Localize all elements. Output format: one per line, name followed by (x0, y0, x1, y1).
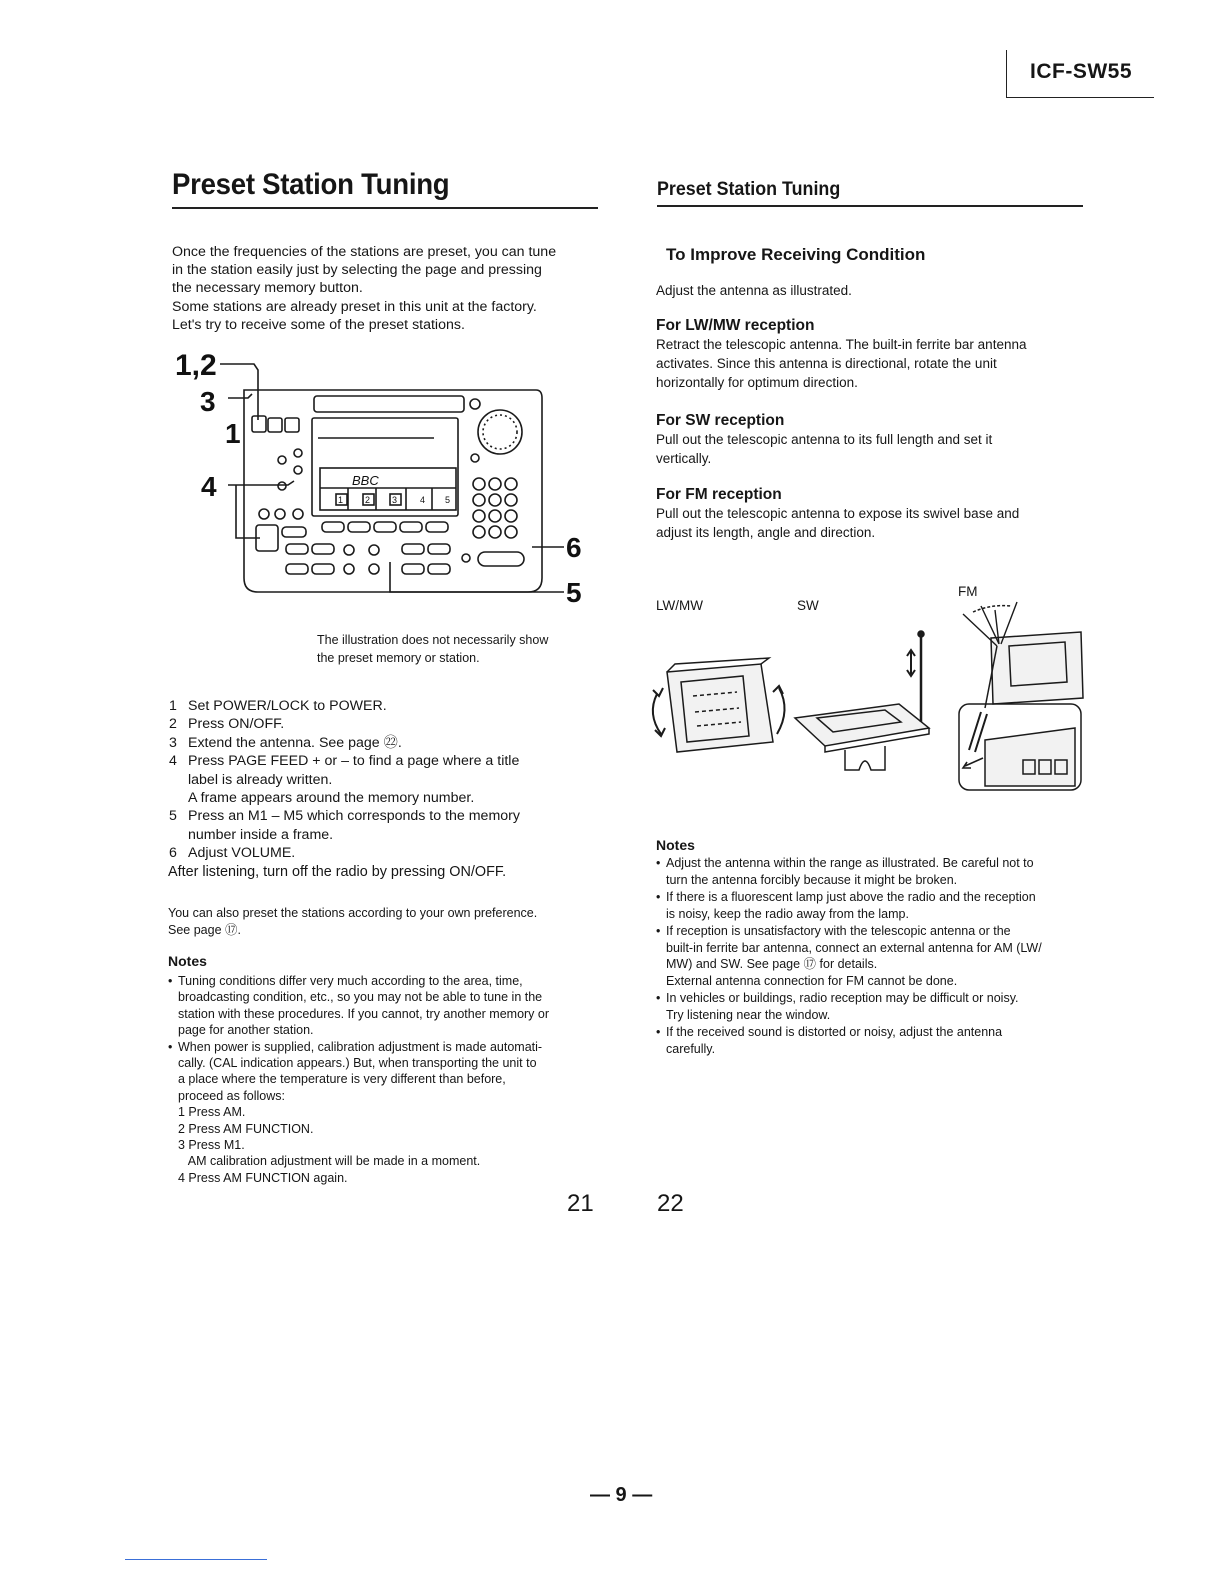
note-line: a place where the temperature is very different than before, (178, 1072, 506, 1087)
bullet-dot-icon: • (656, 923, 661, 938)
section-line: Pull out the telescopic antenna to its full length and set it (656, 432, 993, 447)
note-line: station with these procedures. If you cannot, try another memory or (178, 1006, 550, 1021)
step-number: 6 (169, 845, 177, 862)
note-item (168, 1039, 608, 1187)
note-line: If reception is unsatisfactory with the telescopic antenna or the (666, 923, 1011, 938)
caption-line: The illustration does not necessarily show (317, 633, 549, 647)
section-heading: For SW reception (656, 412, 785, 429)
section-body (656, 335, 1096, 392)
step-text: Press an M1 – M5 which corresponds to the memory (188, 808, 520, 825)
section-body (656, 430, 1096, 468)
note-line: 1 Press AM. (178, 1105, 246, 1120)
fm-radio-figure (959, 602, 1083, 790)
callout-5: 5 (566, 577, 582, 608)
sw-radio-figure (795, 631, 929, 770)
step-text: Set POWER/LOCK to POWER. (188, 698, 387, 714)
caption-line: the preset memory or station. (317, 651, 480, 665)
section-heading: For LW/MW reception (656, 317, 815, 334)
intro-paragraph (172, 243, 602, 334)
step-3 (169, 734, 609, 752)
bullet-dot-icon: • (656, 991, 661, 1006)
note-line: If the received sound is distorted or noisy, adjust the antenna (666, 1025, 1003, 1040)
figure-label-sw: SW (797, 598, 819, 613)
speaker-grille (478, 410, 522, 454)
step-2 (169, 715, 609, 733)
notes-heading-right: Notes (656, 837, 695, 853)
procedure-steps (169, 697, 609, 863)
intro-line: the necessary memory button. (172, 280, 363, 297)
callout-6: 6 (566, 532, 582, 563)
page-number-left: 21 (567, 1190, 594, 1217)
callout-1: 1 (225, 418, 241, 449)
step-number: 5 (169, 808, 177, 825)
reference-line: You can also preset the stations according to your own preference. (168, 906, 538, 920)
footer-page-number: — 9 — (590, 1484, 653, 1506)
section-sw (656, 412, 1096, 468)
note-line: AM calibration adjustment will be made in a moment. (178, 1154, 481, 1169)
step-text: label is already written. (188, 771, 333, 788)
note-item (656, 990, 1096, 1024)
section-line: Pull out the telescopic antenna to expose its swivel base and (656, 506, 1020, 521)
note-line: Adjust the antenna within the range as illustrated. Be careful not to (666, 856, 1034, 870)
section-line: vertically. (656, 451, 712, 466)
step-text: Press PAGE FEED + or – to find a page where a title (188, 753, 520, 770)
leader-3 (228, 394, 252, 398)
bullet-dot-icon: • (168, 1039, 173, 1054)
memory-key-m1 (322, 522, 344, 532)
bullet-dot-icon: • (656, 1025, 661, 1040)
memory-number-3: 3 (392, 495, 398, 505)
note-item (656, 1024, 1096, 1058)
improve-heading: To Improve Receiving Condition (666, 245, 926, 264)
note-line: turn the antenna forcibly because it might be broken. (666, 872, 958, 887)
page-title-right: Preset Station Tuning (657, 179, 841, 200)
note-line: page for another station. (178, 1023, 314, 1038)
title-rule-left (172, 207, 598, 209)
power-lock-button (252, 416, 266, 432)
step-text: Adjust VOLUME. (188, 845, 296, 862)
note-item (656, 855, 1096, 889)
bullet-dot-icon: • (656, 889, 661, 904)
section-lwmw (656, 317, 1096, 392)
intro-line: Let's try to receive some of the preset stations. (172, 316, 465, 333)
page-number-right: 22 (657, 1190, 684, 1217)
model-number: ICF-SW55 (1030, 60, 1133, 83)
volume-control (478, 552, 524, 566)
note-line: External antenna connection for FM cannot be done. (666, 974, 958, 989)
memory-number-5: 5 (445, 495, 451, 505)
memory-number-4: 4 (420, 495, 426, 505)
intro-line: in the station easily just by selecting the page and pressing (172, 262, 542, 279)
leader-1-2 (220, 364, 258, 420)
display-station-label: BBC (352, 473, 379, 488)
section-line: adjust its length, angle and direction. (656, 525, 876, 540)
reference-line: See page ⑰. (168, 922, 241, 937)
page-title-left: Preset Station Tuning (172, 168, 450, 201)
note-item (656, 889, 1096, 923)
step-number: 3 (169, 734, 177, 751)
lcd-display (312, 418, 458, 516)
intro-line: Some stations are already preset in this unit at the factory. (172, 298, 537, 315)
step-1 (169, 697, 609, 715)
note-line: Try listening near the window. (666, 1008, 831, 1023)
note-line: Tuning conditions differ very much according to the area, time, (178, 974, 523, 988)
section-fm (656, 486, 1096, 542)
header-divider-vertical (1006, 50, 1007, 98)
preset-reference-text (168, 905, 537, 938)
note-line: 3 Press M1. (178, 1138, 245, 1153)
step-text: number inside a frame. (188, 826, 334, 843)
radio-body (244, 390, 542, 592)
section-heading: For FM reception (656, 486, 782, 503)
antenna-position-illustrations (645, 600, 1090, 800)
section-line: activates. Since this antenna is directional, rotate the unit (656, 356, 997, 371)
memory-key-m4 (400, 522, 422, 532)
notes-heading-left: Notes (168, 953, 207, 969)
note-item (168, 973, 608, 1039)
step-text: A frame appears around the memory number. (188, 790, 475, 807)
note-line: broadcasting condition, etc., so you may not be able to tune in the (178, 990, 543, 1005)
note-line: built-in ferrite bar antenna, connect an external antenna for AM (LW/ (666, 940, 1042, 955)
adjust-text: Adjust the antenna as illustrated. (656, 283, 852, 298)
notes-list-left (168, 973, 608, 1186)
intro-line: Once the frequencies of the stations are preset, you can tune (172, 244, 557, 260)
section-line: Retract the telescopic antenna. The built-in ferrite bar antenna (656, 337, 1027, 352)
bullet-dot-icon: • (168, 974, 173, 988)
memory-key-m3 (374, 522, 396, 532)
figure-label-lwmw: LW/MW (656, 598, 703, 613)
step-number: 1 (169, 698, 177, 714)
note-line: proceed as follows: (178, 1088, 286, 1103)
leader-5 (390, 562, 564, 592)
step-number: 2 (169, 716, 177, 733)
callout-1-2: 1,2 (175, 349, 217, 382)
note-line: If there is a fluorescent lamp just above the radio and the reception (666, 889, 1036, 904)
note-line: 2 Press AM FUNCTION. (178, 1121, 314, 1136)
note-line: carefully. (666, 1041, 716, 1056)
step-text: Extend the antenna. See page ㉒. (188, 734, 402, 751)
section-body (656, 504, 1096, 542)
memory-key-m2 (348, 522, 370, 532)
notes-list-right (656, 855, 1096, 1058)
header-divider-horizontal (1006, 97, 1154, 98)
step-6 (169, 844, 609, 862)
bullet-dot-icon: • (656, 856, 661, 870)
note-line: 4 Press AM FUNCTION again. (178, 1170, 348, 1185)
lwmw-radio-figure (653, 658, 785, 752)
memory-number-1: 1 (338, 495, 344, 505)
callout-3: 3 (200, 386, 216, 417)
footer-blue-rule (125, 1559, 267, 1560)
step-number: 4 (169, 753, 177, 770)
after-listening-text: After listening, turn off the radio by pressing ON/OFF. (168, 864, 507, 880)
illustration-caption (317, 631, 548, 667)
step-5 (169, 807, 609, 844)
figure-label-fm: FM (958, 584, 978, 599)
note-line: In vehicles or buildings, radio reception may be difficult or noisy. (666, 991, 1019, 1006)
note-item (656, 923, 1096, 991)
memory-key-m5 (426, 522, 448, 532)
memory-number-2: 2 (365, 495, 371, 505)
section-line: horizontally for optimum direction. (656, 375, 858, 390)
note-line: cally. (CAL indication appears.) But, when transporting the unit to (178, 1056, 537, 1071)
note-line: When power is supplied, calibration adjustment is made automati- (178, 1039, 543, 1054)
note-line: is noisy, keep the radio away from the lamp. (666, 906, 909, 921)
title-rule-right (657, 205, 1083, 207)
note-line: MW) and SW. See page ⑰ for details. (666, 957, 878, 972)
callout-4: 4 (201, 471, 217, 502)
radio-front-panel-illustration (170, 338, 610, 610)
step-4 (169, 752, 609, 807)
step-text: Press ON/OFF. (188, 716, 285, 733)
